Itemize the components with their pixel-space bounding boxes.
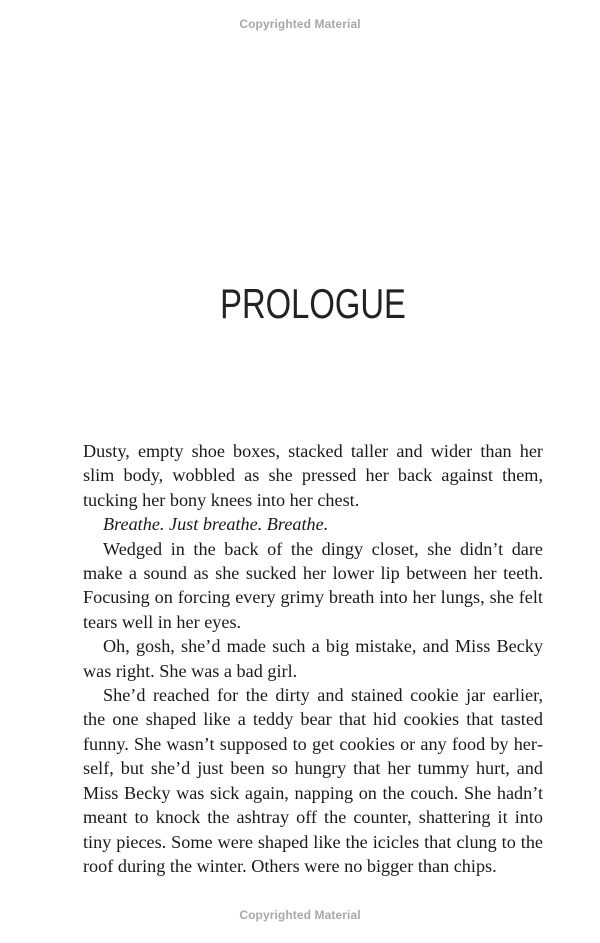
paragraph: Wedged in the back of the dingy closet, she didn’t dare make a sound as she sucked her lower lip between her teeth. Focusing on forcing every grimy breath into her lungs, she felt tears well in her eyes. xyxy=(83,538,543,632)
paragraph: She’d reached for the dirty and stained cookie jar earlier, the one shaped like a teddy bear that hid cookies that tasted funny. She wasn’t supposed to get cookies or any food by herself, but she’d just been so hungry that her tummy hurt, and Miss Becky was sick again, napping on the couch. She hadn’t meant to knock the ashtray off the counter, shattering it into tiny pieces. Some were shaped like the icicles that clung to the roof during the winter. Others were no bigger than chips. xyxy=(83,685,543,876)
chapter-title: PROLOGUE xyxy=(220,280,406,327)
paragraph-italic: Breathe. Just breathe. Breathe. xyxy=(103,514,329,535)
chapter-body xyxy=(83,439,543,878)
copyright-watermark-bottom: Copyrighted Material xyxy=(239,908,361,922)
paragraph: Oh, gosh, she’d made such a big mistake, and Miss Becky was right. She was a bad girl. xyxy=(83,636,543,681)
paragraph: Dusty, empty shoe boxes, stacked taller and wider than her slim body, wobbled as she pressed her back against them, tucking her bony knees into her chest. xyxy=(83,441,543,510)
copyright-watermark-top: Copyrighted Material xyxy=(239,17,361,31)
